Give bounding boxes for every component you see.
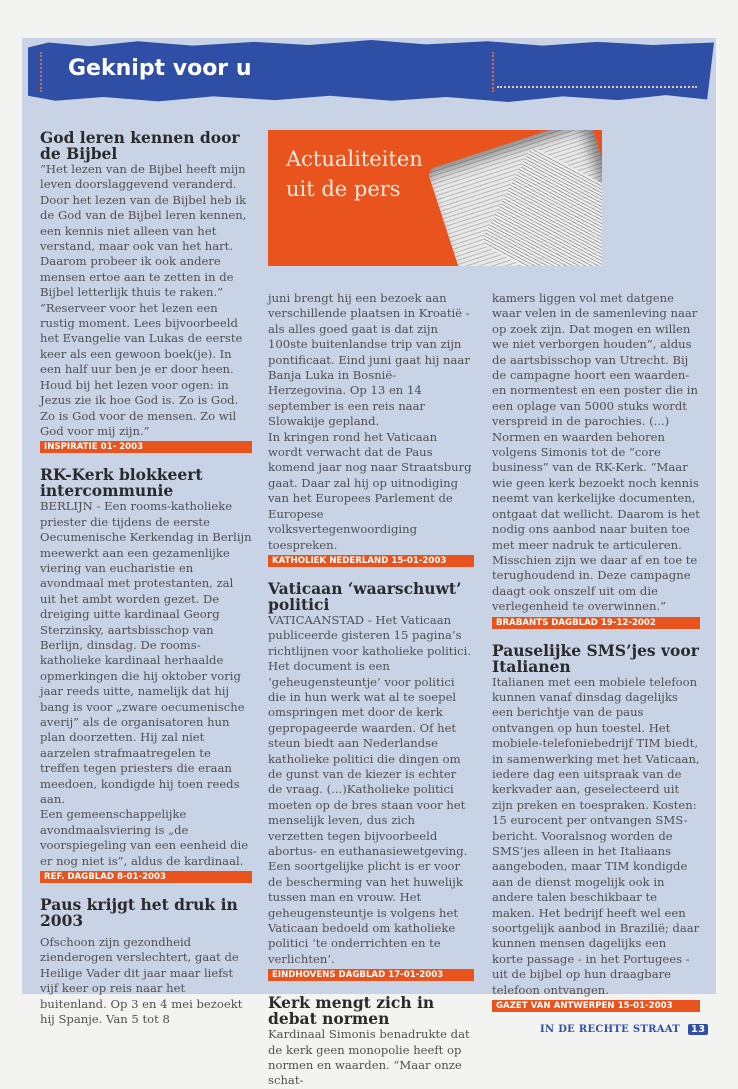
column-3: [492, 291, 700, 1012]
source-label: EINDHOVENS DAGBLAD 17-01-2003: [268, 969, 474, 981]
page-title: Geknipt voor u: [68, 56, 252, 81]
source-label: BRABANTS DAGBLAD 19-12-2002: [492, 617, 700, 629]
article-paragraph: Een gemeenschappelijke avondmaalsviering is „de voorspiegeling van een eenheid die er nog niet is”, aldus de kardinaal.: [40, 807, 249, 868]
article: [40, 130, 252, 453]
page-number: 13: [688, 1024, 709, 1035]
source-label: INSPIRATIE 01- 2003: [40, 441, 252, 453]
article-title: Pauselijke SMS’jes voor Italianen: [492, 640, 699, 676]
article-paragraph: Kardinaal Simonis benadrukte dat de kerk geen monopolie heeft op normen en waarden. “Maar onze schat-: [268, 1027, 470, 1088]
article: [40, 897, 252, 1027]
article-title: Paus krijgt het druk in 2003: [40, 895, 238, 931]
article: [492, 640, 700, 1013]
source-label: KATHOLIEK NEDERLAND 15-01-2003: [268, 555, 474, 567]
feature-box: [268, 130, 602, 266]
source-label: GAZET VAN ANTWERPEN 15-01-2003: [492, 1000, 700, 1012]
article: [268, 995, 474, 1089]
article-title: Kerk mengt zich in debat normen: [268, 993, 435, 1029]
article-paragraph: kamers liggen vol met datgene waar velen in de samenleving naar op zoek zijn. Dat mogen en willen we niet verborgen houden”, aldus de aartsbisschop van Utrecht. Bij de campagne hoort een waarden- en normentest en een poster die in een oplage van 5000 stuks wordt verspreid in de parochies. (...) Normen en waarden behoren volgens Simonis tot de “core business” van de RK-Kerk. “Maar wie geen kerk bezoekt noch kennis neemt van kerkelijke documenten, ontgaat dat wellicht. Daarom is het nodig ons aanbod naar buiten toe met meer nadruk te articuleren. Misschien zijn we daar af en toe te terughoudend in. Deze campagne daagt ook onszelf uit om die verlegenheid te overwinnen.”: [492, 291, 700, 614]
source-label: REF. DAGBLAD 8-01-2003: [40, 871, 252, 883]
feature-title: Actualiteiten uit de pers: [286, 147, 423, 201]
article-paragraph: VATICAANSTAD - Het Vaticaan publiceerde gisteren 15 pagina’s richtlijnen voor katholieke politici. Het document is een ‘geheugensteuntje’ voor politici die in hun werk wat al te soepel omspringen met door de kerk gepropageerde waarden. Of het steun biedt aan Nederlandse katholieke politici die dingen om de gunst van de kiezer is echter de vraag. (...)Katholieke politici moeten op de bres staan voor het menselijk leven, dus zich verzetten tegen bijvoorbeeld abortus- en euthanasiewetgeving. Een soortgelijke plicht is er voor de bescherming van het huwelijk tussen man en vrouw. Het geheugensteuntje is volgens het Vaticaan bedoeld om katholieke politici ‘te onderrichten en te verlichten’.: [268, 612, 472, 966]
article: [268, 578, 474, 981]
article-paragraph: In kringen rond het Vaticaan wordt verwacht dat de Paus komend jaar nog naar Straatsburg gaat. Daar zal hij op uitnodiging van het Europees Parlement de Europese volksvertegenwoordiging toespreken.: [268, 429, 472, 552]
decorative-dots: [492, 52, 496, 92]
article-paragraph: “Reserveer voor het lezen een rustig moment. Lees bijvoorbeeld het Evangelie van Lukas de eerste keer als een gewoon boek(je). In een half uur ben je er door heen. Houd bij het lezen voor ogen: in Jezus zie ik hoe God is. Zo is God. Zo is God voor de mensen. Zo wil God voor mij zijn.”: [40, 300, 243, 438]
article-title: RK-Kerk blokkeert intercommunie: [40, 465, 203, 501]
article-paragraph: Italianen met een mobiele telefoon kunnen vanaf dinsdag dagelijks een berichtje van de paus ontvangen op hun toestel. Het mobiele-telefoniebedrijf TIM biedt, in samenwerking met het Vaticaan, iedere dag een uitspraak van de kerkvader aan, geselecteerd uit zijn preken en toespraken. Kosten: 15 eurocent per ontvangen SMS-bericht. Vooralsnog worden de SMS’jes alleen in het Italiaans aangeboden, maar TIM kondigde aan de dienst mogelijk ook in andere talen beschikbaar te maken. Het bedrijf heeft wel een soortgelijk aanbod in Brazilië; daar kunnen mensen dagelijks een korte passage - in het Portugees - uit de bijbel op hun draagbare telefoon ontvangen.: [492, 674, 700, 997]
column-1: [40, 130, 252, 1028]
article-paragraph: BERLIJN - Een rooms-katholieke priester die tijdens de eerste Oecumenische Kerkendag in Berlijn meewerkt aan een gezamenlijke viering van eucharistie en avondmaal met protestanten, zal uit het ambt worden gezet. De dreiging uitte kardinaal Georg Sterzinsky, aartsbisschop van Berlijn, dinsdag. De rooms-katholieke kardinaal herhaalde opmerkingen die hij oktober vorig jaar reeds uitte, namelijk dat hij bang is voor „zware oecumenische averij” als de organisatoren hun plan doorzetten. Hij zal niet aarzelen strafmaatregelen te treffen tegen priesters die eraan meedoen, kondigde hij toen reeds aan.: [40, 499, 252, 807]
article-title: God leren kennen door de Bijbel: [40, 128, 240, 163]
magazine-name: IN DE RECHTE STRAAT: [540, 1024, 681, 1035]
article-paragraph: “Het lezen van de Bijbel heeft mijn leven doorslaggevend veranderd. Door het lezen van de Bijbel heb ik de God van de Bijbel leren kennen, een kennis niet alleen van het verstand, maar ook van het hart. Daarom probeer ik ook andere mensen ertoe aan te zetten in de Bijbel letterlijk thuis te raken.”: [40, 162, 247, 300]
page-footer: [540, 1024, 708, 1035]
article-paragraph: juni brengt hij een bezoek aan verschillende plaatsen in Kroatië - als alles goed gaat is dat zijn 100ste buitenlandse trip van zijn pontificaat. Eind juni gaat hij naar Banja Luka in Bosnië-Herzegovina. Op 13 en 14 september is een reis naar Slowakije gepland.: [268, 291, 470, 429]
article-paragraph: Ofschoon zijn gezondheid zienderogen verslechtert, gaat de Heilige Vader dit jaar maar liefst vijf keer op reis naar het buitenland. Op 3 en 4 mei bezoekt hij Spanje. Van 5 tot 8: [40, 935, 243, 1027]
article: [40, 467, 252, 883]
decorative-dots: [497, 86, 697, 90]
column-2: [268, 291, 474, 1089]
article-title: Vaticaan ‘waarschuwt’ politici: [268, 578, 462, 614]
decorative-dots: [40, 52, 44, 92]
